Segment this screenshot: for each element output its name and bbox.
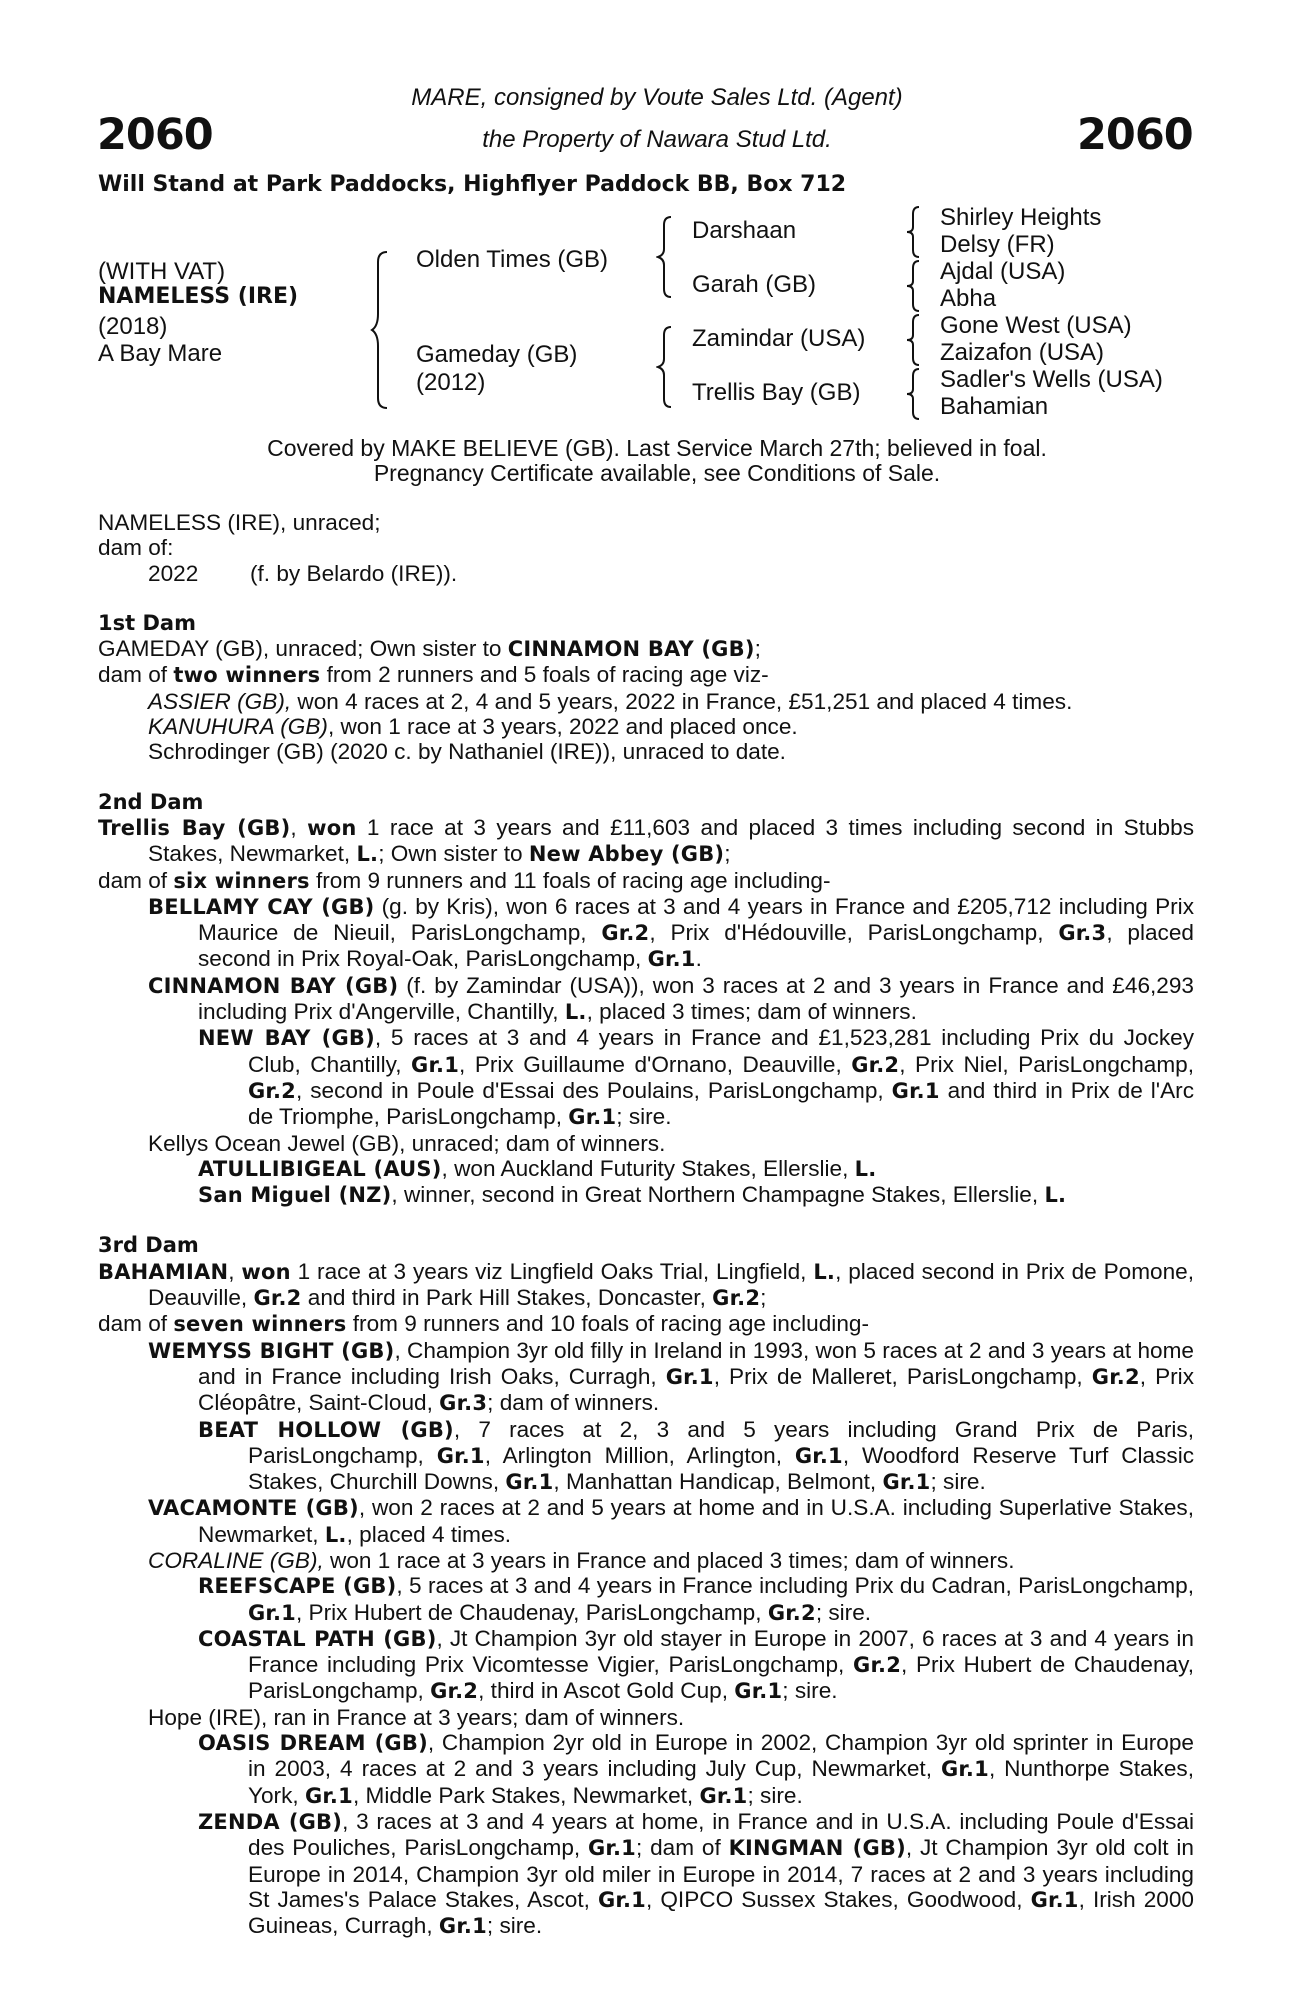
sire-sire: Darshaan [692,217,797,244]
produce-schrodinger: Schrodinger (GB) (2020 c. by Nathaniel (IRE)), unraced to date. [148,739,786,765]
consignor-line: MARE, consigned by Voute Sales Ltd. (Agent) [411,84,903,111]
produce-kellys-ocean-jewel: Kellys Ocean Jewel (GB), unraced; dam of winners. [148,1130,666,1156]
produce-cinnamon-bay: CINNAMON BAY (GB) (f. by Zamindar (USA)), won 3 races at 2 and 3 years in France and £46,293 including Prix d'Angerville, Chantilly, L., placed 3 times; dam of winners. [148,972,1194,1025]
vat-note: (WITH VAT) [98,258,226,285]
section-heading-3rd-dam: 3rd Dam [98,1233,199,1258]
intro-line: NAMELESS (IRE), unraced; [98,510,381,535]
pedigree-brace-g4-1 [904,205,922,259]
produce-oasis-dream: OASIS DREAM (GB), Champion 2yr old in Europe in 2002, Champion 3yr old sprinter in Europe in 2003, 4 races at 2 and 3 years including July Cup, Newmarket, Gr.1, Nunthorpe Stakes, York, Gr.1, Middle Park Stakes, Newmarket, Gr.1; sire. [198,1730,1194,1808]
produce-atullibigeal: ATULLIBIGEAL (AUS), won Auckland Futurity Stakes, Ellerslie, L. [198,1155,877,1181]
produce-reefscape: REEFSCAPE (GB), 5 races at 3 and 4 years in France including Prix du Cadran, ParisLongchamp, Gr.1, Prix Hubert de Chaudenay, ParisLongchamp, Gr.2; sire. [198,1573,1195,1625]
dam3-damof: dam of seven winners from 9 runners and 10 foals of racing age including- [98,1311,869,1337]
lot-number-right: 2060 [1077,110,1193,160]
stand-location: Will Stand at Park Paddocks, Highflyer Paddock BB, Box 712 [98,172,847,197]
produce-beat-hollow: BEAT HOLLOW (GB), 7 races at 2, 3 and 5 years including Grand Prix de Paris, ParisLongchamp, Gr.1, Arlington Million, Arlington, Gr.1, Woodford Reserve Turf Classic Stakes, Churchill Downs, Gr.1, Manhattan Handicap, Belmont, Gr.1; sire. [198,1416,1195,1495]
produce-entry [98,561,1194,586]
horse-name: NAMELESS (IRE) [98,284,299,309]
sire-name: Olden Times (GB) [416,246,609,273]
pedigree-brace-dam [656,325,674,409]
g4-ancestor-1: Shirley Heights [940,204,1102,231]
g4-ancestor-7: Sadler's Wells (USA) [940,366,1163,393]
produce-kanuhura: KANUHURA (GB), won 1 race at 3 years, 2022 and placed once. [148,714,798,740]
g4-ancestor-5: Gone West (USA) [940,312,1132,339]
horse-year: (2018) [98,313,168,340]
produce-hope: Hope (IRE), ran in France at 3 years; dam of winners. [148,1704,685,1730]
dam-dam: Trellis Bay (GB) [692,379,861,406]
covered-note: Covered by MAKE BELIEVE (GB). Last Service March 27th; believed in foal. [267,435,1047,461]
produce-vacamonte: VACAMONTE (GB), won 2 races at 2 and 5 years at home and in U.S.A. including Superlative Stakes, Newmarket, L., placed 4 times. [148,1495,1194,1547]
g4-ancestor-8: Bahamian [940,393,1049,420]
g4-ancestor-3: Ajdal (USA) [940,258,1066,285]
dam-sire: Zamindar (USA) [692,325,866,352]
produce-wemyss-bight: WEMYSS BIGHT (GB), Champion 3yr old filly in Ireland in 1993, won 5 races at 2 and 3 years at home and in France including Irish Oaks, Curragh, Gr.1, Prix de Malleret, ParisLongchamp, Gr.2, Prix Cléopâtre, Saint-Cloud, Gr.3; dam of winners. [148,1337,1195,1416]
catalogue-body [98,510,1194,1939]
dam2-trellis-bay: Trellis Bay (GB), won 1 race at 3 years and £11,603 and placed 3 times including second in Stubbs Stakes, Newmarket, L.; Own sister to New Abbey (GB); [98,814,1194,867]
produce-new-bay: NEW BAY (GB), 5 races at 3 and 4 years in France and £1,523,281 including Prix du Jockey Club, Chantilly, Gr.1, Prix Guillaume d'Ornano, Deauville, Gr.2, Prix Niel, ParisLongchamp, Gr.2, second in Poule d'Essai des Poulains, ParisLongchamp, Gr.1 and third in Prix de l'Arc de Triomphe, ParisLongchamp, Gr.1; sire. [198,1025,1194,1130]
dam1-line1: GAMEDAY (GB), unraced; Own sister to CINNAMON BAY (GB); [98,636,761,662]
pedigree-brace-g4-4 [904,367,922,421]
produce-year: 2022 [148,560,199,586]
dam-name: Gameday (GB) [416,341,578,368]
pedigree-brace-main [370,250,390,410]
produce-san-miguel: San Miguel (NZ), winner, second in Great Northern Champagne Stakes, Ellerslie, L. [198,1182,1067,1208]
horse-description: A Bay Mare [98,340,223,367]
pedigree-brace-g4-2 [904,259,922,313]
dam1-line2: dam of two winners from 2 runners and 5 foals of racing age viz- [98,662,769,688]
g4-ancestor-4: Abha [940,285,997,312]
g4-ancestor-2: Delsy (FR) [940,231,1055,258]
sire-dam: Garah (GB) [692,271,817,298]
property-line: the Property of Nawara Stud Ltd. [482,126,832,153]
produce-coastal-path: COASTAL PATH (GB), Jt Champion 3yr old stayer in Europe in 2007, 6 races at 3 and 4 years in France including Prix Vicomtesse Vigier, ParisLongchamp, Gr.2, Prix Hubert de Chaudenay, ParisLongchamp, Gr.2, third in Ascot Gold Cup, Gr.1; sire. [198,1625,1194,1704]
section-heading-2nd-dam: 2nd Dam [98,789,204,814]
dam2-damof: dam of six winners from 9 runners and 11 foals of racing age including- [98,867,831,893]
intro-damof: dam of: [98,535,174,561]
produce-desc: (f. by Belardo (IRE)). [250,560,458,586]
section-heading-1st-dam: 1st Dam [98,610,196,635]
produce-coraline: CORALINE (GB), won 1 race at 3 years in France and placed 3 times; dam of winners. [148,1547,1015,1573]
pedigree-brace-g4-3 [904,313,922,367]
produce-zenda: ZENDA (GB), 3 races at 3 and 4 years at home, in France and in U.S.A. including Poule d'Essai des Pouliches, ParisLongchamp, Gr.1; dam of KINGMAN (GB), Jt Champion 3yr old colt in Europe in 2014, Champion 3yr old miler in Europe in 2014, 7 races at 2 and 3 years including St James's Palace Stakes, Ascot, Gr.1, QIPCO Sussex Stakes, Goodwood, Gr.1, Irish 2000 Guineas, Curragh, Gr.1; sire. [198,1808,1195,1939]
pedigree-brace-sire [656,215,674,299]
produce-assier: ASSIER (GB), won 4 races at 2, 4 and 5 years, 2022 in France, £51,251 and placed 4 times. [148,688,1073,714]
produce-bellamy-cay: BELLAMY CAY (GB) (g. by Kris), won 6 races at 3 and 4 years in France and £205,712 including Prix Maurice de Nieuil, ParisLongchamp, Gr.2, Prix d'Hédouville, ParisLongchamp, Gr.3, placed second in Prix Royal-Oak, ParisLongchamp, Gr.1. [148,893,1194,972]
pregnancy-note: Pregnancy Certificate available, see Conditions of Sale. [373,460,941,486]
g4-ancestor-6: Zaizafon (USA) [940,339,1105,366]
dam3-bahamian: BAHAMIAN, won 1 race at 3 years viz Lingfield Oaks Trial, Lingfield, L., placed second in Prix de Pomone, Deauville, Gr.2 and third in Park Hill Stakes, Doncaster, Gr.2; [98,1258,1195,1311]
dam-year: (2012) [416,369,486,396]
lot-number-left: 2060 [97,110,213,160]
